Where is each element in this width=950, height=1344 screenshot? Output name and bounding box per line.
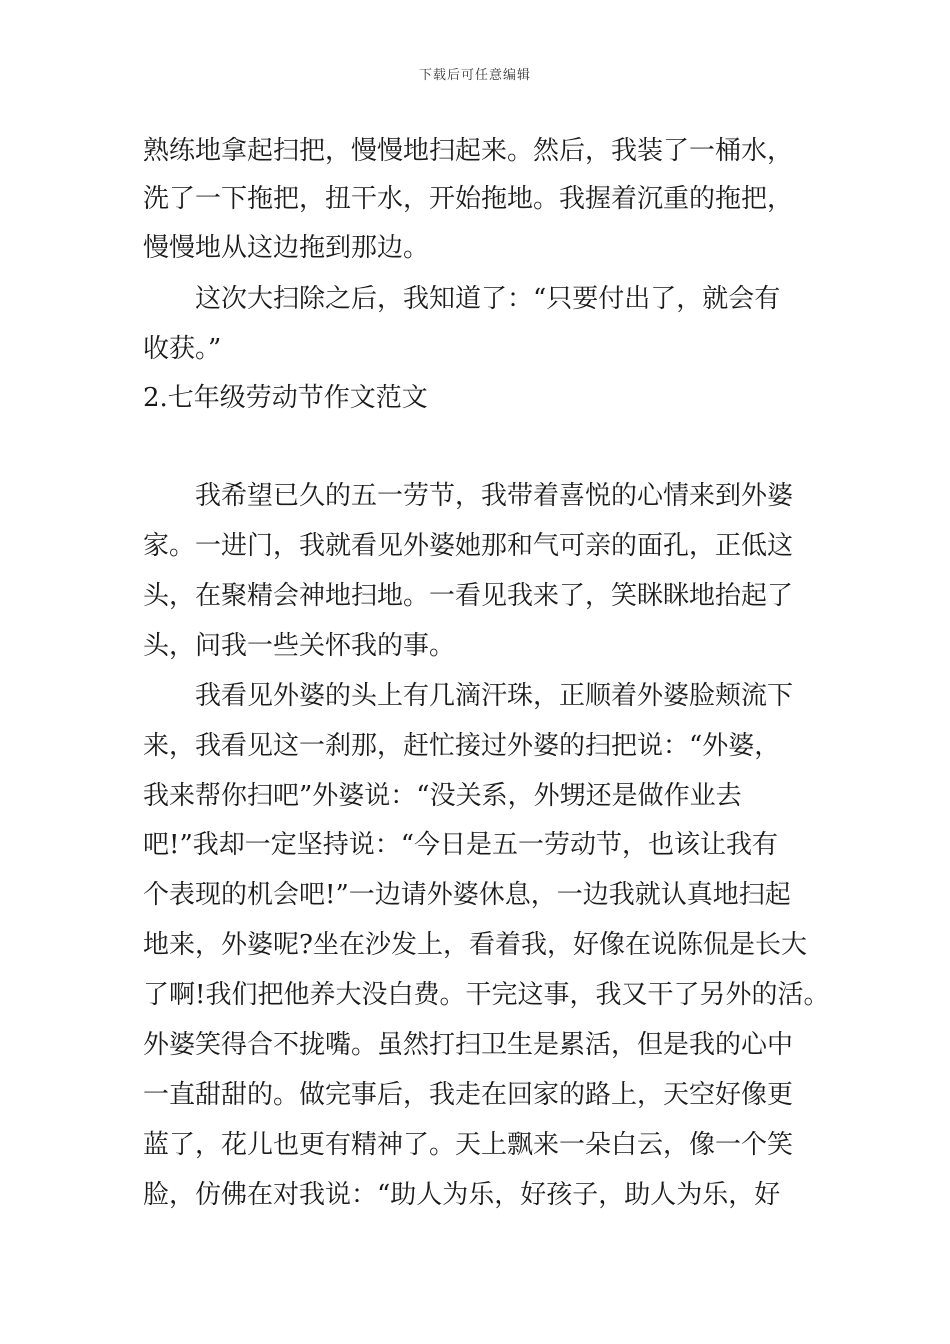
text-line: 家。一进门，我就看见外婆她那和气可亲的面孔，正低这 — [143, 531, 794, 561]
text-line: 脸，仿佛在对我说：“助人为乐，好孩子，助人为乐，好 — [143, 1180, 781, 1210]
text-line: 一直甜甜的。做完事后，我走在回家的路上，天空好像更 — [143, 1080, 794, 1110]
page-header: 下载后可任意编辑 — [418, 68, 531, 83]
text-line: 吧!”我却一定坚持说：“今日是五一劳动节，也该让我有 — [143, 830, 779, 860]
text-line: 收获。” — [143, 334, 222, 364]
text-line: 蓝了，花儿也更有精神了。天上飘来一朵白云，像一个笑 — [143, 1130, 794, 1160]
text-line: 了啊!我们把他养大没白费。干完这事，我又干了另外的活。 — [143, 980, 830, 1010]
text-line: 洗了一下拖把，扭干水，开始拖地。我握着沉重的拖把， — [143, 184, 794, 214]
paragraph-first-line: 这次大扫除之后，我知道了：“只要付出了，就会有 — [195, 284, 781, 314]
text-line: 头，问我一些关怀我的事。 — [143, 631, 456, 661]
text-line: 我来帮你扫吧”外婆说：“没关系，外甥还是做作业去 — [143, 781, 742, 811]
text-line: 来，我看见这一刹那，赶忙接过外婆的扫把说：“外婆， — [143, 731, 781, 761]
paragraph-first-line: 我看见外婆的头上有几滴汗珠，正顺着外婆脸颊流下 — [195, 681, 794, 711]
text-line: 个表现的机会吧!”一边请外婆休息，一边我就认真地扫起 — [143, 880, 791, 910]
section-heading: 2.七年级劳动节作文范文 — [143, 383, 428, 413]
text-line: 外婆笑得合不拢嘴。虽然打扫卫生是累活，但是我的心中 — [143, 1030, 794, 1060]
text-line: 熟练地拿起扫把，慢慢地扫起来。然后，我装了一桶水， — [143, 136, 794, 166]
text-line: 头，在聚精会神地扫地。一看见我来了，笑眯眯地抬起了 — [143, 581, 794, 611]
text-line: 慢慢地从这边拖到那边。 — [143, 233, 430, 263]
text-line: 地来，外婆呢?坐在沙发上，看着我，好像在说陈侃是长大 — [143, 930, 807, 960]
paragraph-first-line: 我希望已久的五一劳节，我带着喜悦的心情来到外婆 — [195, 481, 794, 511]
